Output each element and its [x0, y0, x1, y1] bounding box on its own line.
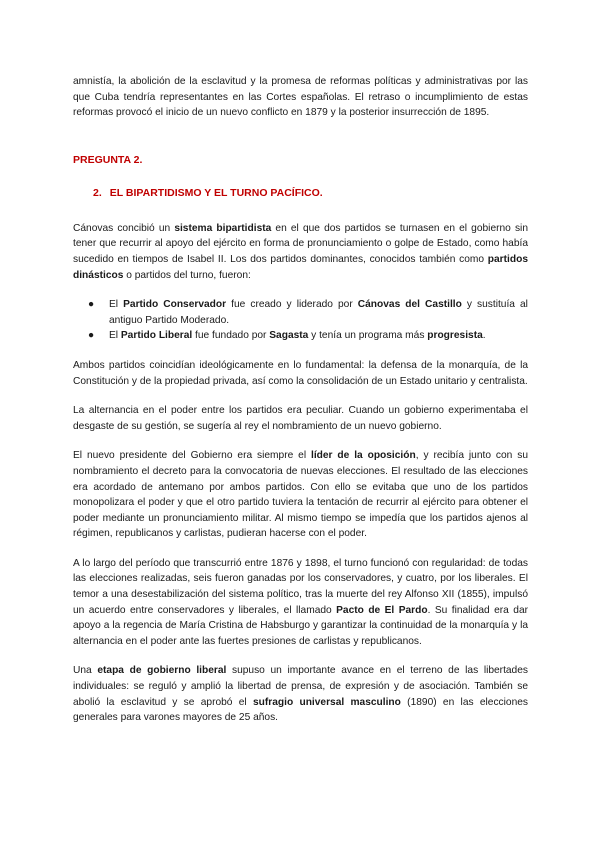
- section-heading: [73, 186, 528, 201]
- presidente-paragraph: El nuevo presidente del Gobierno era siempre el líder de la oposición, y recibía junto con su nombramiento el decreto para la convocatoria de nuevas elecciones. El resultado de las elecciones era acordado de antemano por ambos partidos. Con ello se evitaba que uno de los partidos monopolizara el poder y que el otro partido tuviera la tentación de recurrir al ejército para obtener el poder mediante un pronunciamiento militar. Al mismo tiempo se impedía que los partidos ajenos al régimen, republicanos y carlistas, pudieran hacerse con el poder.: [73, 450, 529, 540]
- question-heading: PREGUNTA 2.: [73, 153, 143, 166]
- document-page: [73, 74, 528, 726]
- ideology-paragraph: Ambos partidos coincidían ideológicamente en lo fundamental: la defensa de la monarquía, de la Constitución y de la propiedad privada, así como la consolidación de un Estado unitario y centralista.: [73, 359, 528, 387]
- section-number: 2.: [93, 186, 102, 199]
- canovas-paragraph: Cánovas concibió un sistema bipartidista en el que dos partidos se turnasen en el gobierno sin tener que recurrir al apoyo del ejército en forma de pronunciamiento o golpe de Estado, como había sucedido en tiempos de Isabel II. Los dos partidos dominantes, conocidos también como partidos dinásticos o partidos del turno, fueron:: [73, 222, 528, 281]
- section-title: EL BIPARTIDISMO Y EL TURNO PACÍFICO.: [109, 186, 323, 199]
- liberal-paragraph: Una etapa de gobierno liberal supuso un importante avance en el terreno de las libertades individuales: se reguló y amplió la libertad de prensa, de expresión y de asociación. También se abolió la esclavitud y se aprobó el sufragio universal masculino (1890) en las elecciones generales para varones mayores de 25 años.: [73, 665, 529, 724]
- bullet-icon: ●: [88, 299, 95, 311]
- list-item: ● El Partido Conservador fue creado y liderado por Cánovas del Castillo y sustituía al antiguo Partido Moderado.: [88, 299, 528, 326]
- intro-paragraph: amnistía, la abolición de la esclavitud y la promesa de reformas políticas y administrativas por las que Cuba tendría representantes en las Cortes españolas. El retraso o incumplimiento de estas reformas provocó el inicio de un nuevo conflicto en 1879 y la posterior insurrección de 1895.: [73, 76, 528, 119]
- periodo-paragraph: A lo largo del período que transcurrió entre 1876 y 1898, el turno funcionó con regularidad: de todas las elecciones realizadas, seis fueron ganadas por los conservadores, y cuatro, por los liberales. El temor a una desestabilización del sistema político, tras la muerte del rey Alfonso XII (1855), impulsó un acuerdo entre conservadores y liberales, el llamado Pacto de El Pardo. Su finalidad era dar apoyo a la regencia de María Cristina de Habsburgo y garantizar la continuidad de la monarquía y la alternancia en el poder ante las fuertes presiones de carlistas y republicanos.: [73, 557, 529, 647]
- alternancia-paragraph: La alternancia en el poder entre los partidos era peculiar. Cuando un gobierno experimentaba el desgaste de su gestión, se sugería al rey el nombramiento de un nuevo gobierno.: [73, 405, 528, 432]
- list-item: ● El Partido Liberal fue fundado por Sagasta y tenía un programa más progresista.: [73, 328, 528, 344]
- party-list: [73, 297, 528, 344]
- bullet-icon: ●: [88, 330, 95, 342]
